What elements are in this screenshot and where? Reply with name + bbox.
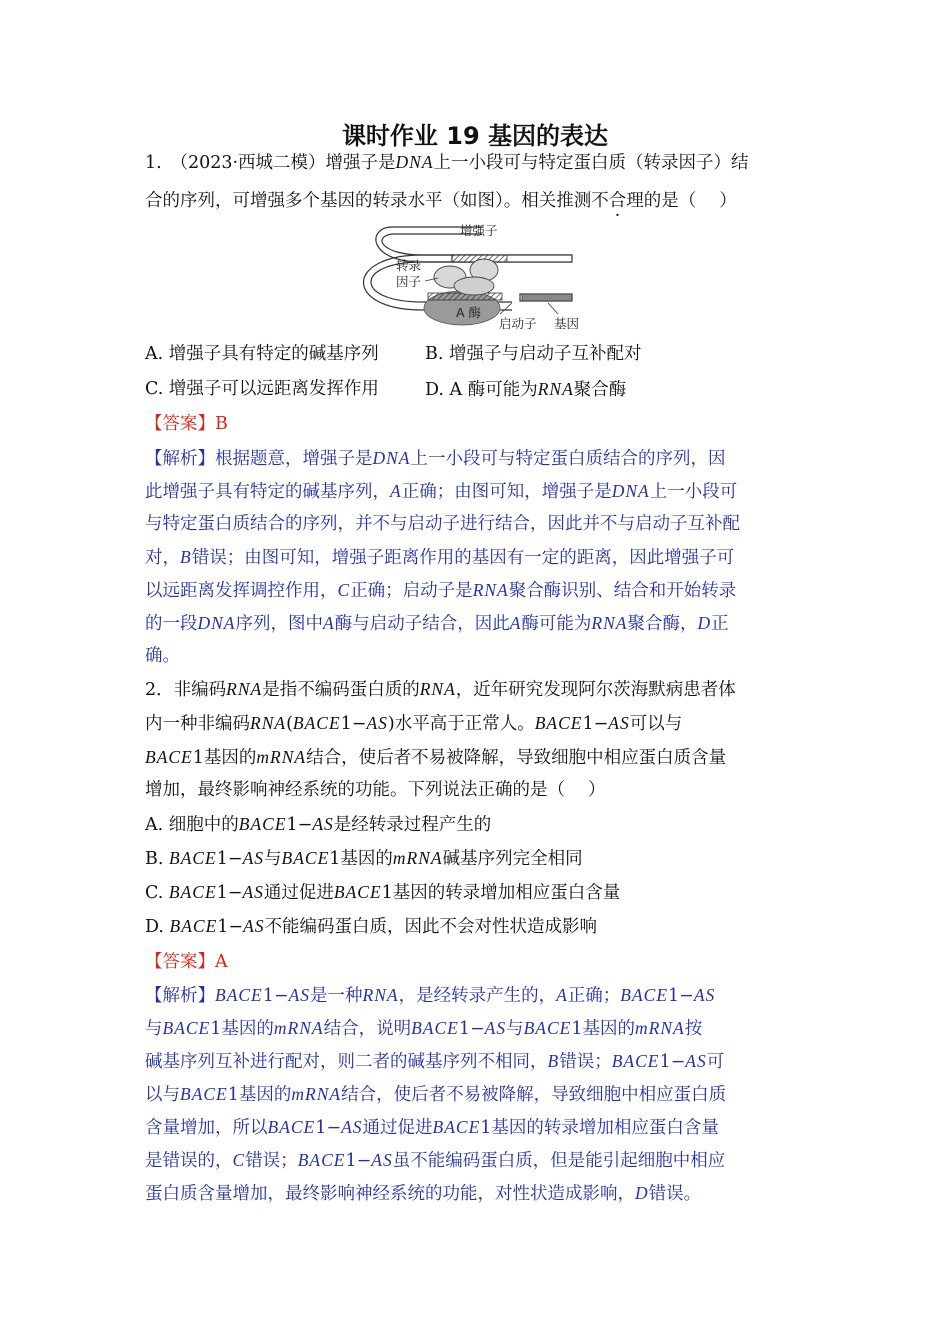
q2-analysis-line-2: 与BACE1基因的mRNA结合，说明BACE1−AS与BACE1基因的mRNA按 (145, 1018, 703, 1039)
q1-option-c: C. 增强子可以远距离发挥作用 (145, 379, 379, 399)
enhancer-diagram (362, 222, 590, 334)
q2-stem-line-4: 增加，最终影响神经系统的功能。下列说法正确的是（ ） (145, 780, 606, 800)
q1-analysis-line-5: 以远距离发挥调控作用，C正确；启动子是RNA聚合酶识别、结合和开始转录 (145, 580, 737, 601)
q2-analysis-line-1: 【解析】BACE1−AS是一种RNA，是经转录产生的，A正确；BACE1−AS (145, 985, 716, 1006)
q1-option-a: A. 增强子具有特定的碱基序列 (145, 344, 379, 364)
q2-analysis-line-4: 以与BACE1基因的mRNA结合，使后者不易被降解，导致细胞中相应蛋白质 (145, 1084, 727, 1105)
q1-analysis-line-7: 确。 (145, 646, 180, 666)
q1-stem-line-1: 1. （2023·西城二模）增强子是DNA上一小段可与特定蛋白质（转录因子）结 (145, 152, 749, 173)
gene-label: 基因 (554, 316, 580, 331)
q2-analysis-line-7: 蛋白质含量增加，最终影响神经系统的功能，对性状造成影响，D错误。 (145, 1183, 702, 1204)
q2-option-b: B. BACE1−AS与BACE1基因的mRNA碱基序列完全相同 (145, 848, 583, 869)
q2-answer: 【答案】A (145, 952, 228, 972)
q1-analysis-line-2: 此增强子具有特定的碱基序列，A正确；由图可知，增强子是DNA上一小段可 (145, 481, 738, 502)
tf-label-2: 因子 (396, 274, 422, 289)
q2-stem-line-1: 2．非编码RNA是指不编码蛋白质的RNA，近年研究发现阿尔茨海默病患者体 (145, 679, 736, 700)
enzyme-a-label: A 酶 (456, 305, 482, 320)
emphasis-dots: 不合理 (591, 191, 644, 211)
q1-stem-line-2: 合的序列，可增强多个基因的转录水平（如图）。相关推测不合理的是（ ） (145, 191, 737, 211)
transcription-factor-3 (454, 277, 494, 295)
q2-option-d: D. BACE1−AS不能编码蛋白质，因此不会对性状造成影响 (145, 916, 598, 937)
q1-analysis-line-6: 的一段DNA序列，图中A酶与启动子结合，因此A酶可能为RNA聚合酶，D正 (145, 613, 729, 634)
q1-analysis-line-4: 对，B错误；由图可知，增强子距离作用的基因有一定的距离，因此增强子可 (145, 547, 735, 568)
gene-region (522, 294, 572, 301)
q1-analysis-line-1: 【解析】根据题意，增强子是DNA上一小段可与特定蛋白质结合的序列，因 (145, 448, 726, 469)
q2-option-c: C. BACE1−AS通过促进BACE1基因的转录增加相应蛋白含量 (145, 882, 621, 903)
q2-stem-line-3: BACE1基因的mRNA结合，使后者不易被降解，导致细胞中相应蛋白质含量 (145, 747, 727, 768)
q1-analysis-line-3: 与特定蛋白质结合的序列，并不与启动子进行结合，因此并不与启动子互补配 (145, 514, 740, 534)
q2-analysis-line-3: 碱基序列互补进行配对，则二者的碱基序列不相同，B错误；BACE1−AS可 (145, 1051, 725, 1072)
promoter-label: 启动子 (499, 316, 537, 331)
tf-label-1: 转录 (396, 258, 422, 273)
page-title: 课时作业 19 基因的表达 (341, 122, 609, 150)
q2-option-a: A. 细胞中的BACE1−AS是经转录过程产生的 (145, 814, 492, 835)
q1-answer: 【答案】B (145, 414, 228, 434)
q2-stem-line-2: 内一种非编码RNA(BACE1−AS)水平高于正常人。BACE1−AS可以与 (145, 713, 683, 734)
q2-analysis-line-6: 是错误的，C错误；BACE1−AS虽不能编码蛋白质，但是能引起细胞中相应 (145, 1150, 726, 1171)
q2-analysis-line-5: 含量增加，所以BACE1−AS通过促进BACE1基因的转录增加相应蛋白含量 (145, 1117, 719, 1138)
q1-option-d: D. A 酶可能为RNA聚合酶 (425, 379, 627, 400)
q1-option-b: B. 增强子与启动子互补配对 (425, 344, 642, 364)
enhancer-label: 增强子 (460, 223, 498, 238)
